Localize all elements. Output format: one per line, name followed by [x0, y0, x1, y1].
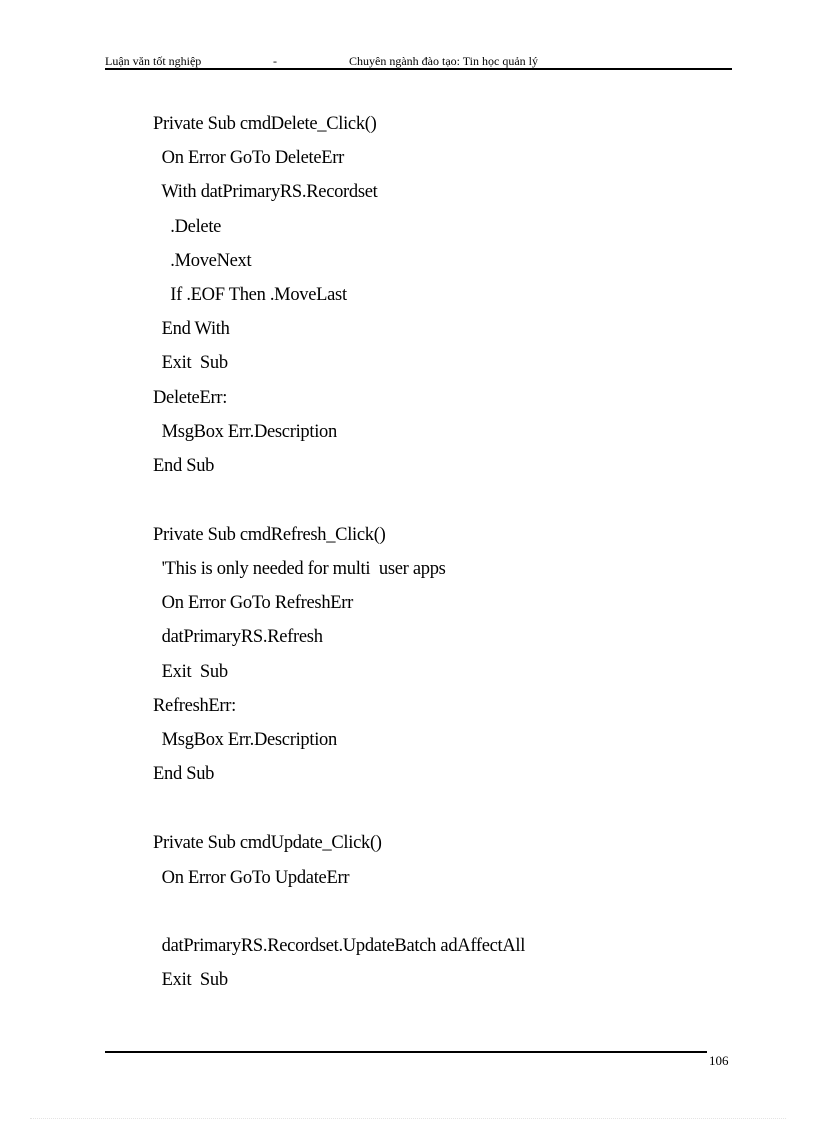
page-number: 106 — [709, 1053, 729, 1068]
code-line: Exit Sub — [153, 662, 228, 682]
code-line: With datPrimaryRS.Recordset — [153, 182, 378, 202]
code-line: On Error GoTo UpdateErr — [153, 868, 350, 888]
code-line: End Sub — [153, 456, 215, 476]
code-line: 'This is only needed for multi user apps — [153, 559, 446, 579]
code-line: Private Sub cmdDelete_Click() — [153, 114, 377, 134]
code-line: DeleteErr: — [153, 388, 228, 408]
code-line: MsgBox Err.Description — [153, 422, 337, 442]
code-line: RefreshErr: — [153, 696, 236, 716]
header-major-label: Chuyên ngành đào tạo: Tin học quản lý — [349, 54, 538, 68]
code-line: MsgBox Err.Description — [153, 730, 337, 750]
code-line: datPrimaryRS.Refresh — [153, 627, 323, 647]
code-line: Private Sub cmdRefresh_Click() — [153, 525, 386, 545]
code-line: Private Sub cmdUpdate_Click() — [153, 833, 382, 853]
header-separator: - — [273, 54, 277, 68]
code-line: datPrimaryRS.Recordset.UpdateBatch adAffectAll — [153, 936, 526, 956]
page-edge-divider — [30, 1118, 786, 1119]
code-line: Exit Sub — [153, 353, 228, 373]
code-line: End Sub — [153, 764, 215, 784]
code-line: Exit Sub — [153, 970, 228, 990]
code-line: End With — [153, 319, 230, 339]
header-rule — [105, 68, 732, 70]
code-line: .MoveNext — [153, 251, 252, 271]
code-line: If .EOF Then .MoveLast — [153, 285, 347, 305]
code-line: On Error GoTo RefreshErr — [153, 593, 353, 613]
code-line: On Error GoTo DeleteErr — [153, 148, 345, 168]
code-line: .Delete — [153, 217, 222, 237]
footer-rule — [105, 1051, 707, 1053]
header-thesis-label: Luận văn tốt nghiệp — [105, 54, 202, 68]
